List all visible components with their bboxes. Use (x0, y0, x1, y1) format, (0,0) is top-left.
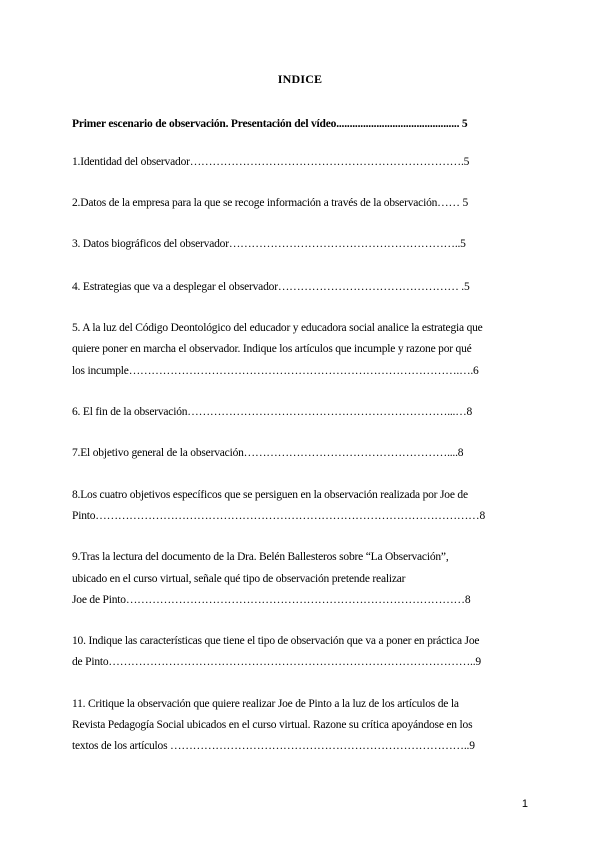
toc-entry-12-line-3: textos de los artículos ……………………………………………………………………..9 (72, 740, 475, 752)
toc-entry-11-line-2: de Pinto……………………………………………………………………………………..9 (72, 656, 481, 668)
toc-entry-9-line-2: Pinto…………………………………………………………………………………………8 (72, 510, 486, 522)
toc-entry-10-line-1: 9.Tras la lectura del documento de la Dra. Belén Ballesteros sobre “La Observación”, (72, 551, 449, 563)
toc-entry-12-line-1: 11. Critique la observación que quiere realizar Joe de Pinto a la luz de los artículos de la (72, 698, 459, 710)
toc-entry-4-line-1: 3. Datos biográficos del observador……………………………………………………..5 (72, 238, 466, 250)
toc-entry-11-line-1: 10. Indique las características que tiene el tipo de observación que va a poner en práctica Joe (72, 635, 480, 647)
toc-entry-2-line-1: 1.Identidad del observador……………………………………………………………….5 (72, 156, 470, 168)
toc-entry-8-line-1: 7.El objetivo general de la observación………………………………………………....8 (72, 447, 464, 459)
toc-entry-10-line-2: ubicado en el curso virtual, señale qué tipo de observación pretende realizar (72, 573, 406, 585)
toc-entry-7-line-1: 6. El fin de la observación……………………………………………………………...…8 (72, 406, 473, 418)
toc-entry-10-line-3: Joe de Pinto………………………………………………………………………………8 (72, 594, 471, 606)
toc-entry-5-line-1: 4. Estrategias que va a desplegar el observador………………………………………… .5 (72, 281, 470, 293)
toc-entry-12-line-2: Revista Pedagogía Social ubicados en el curso virtual. Razone su crítica apoyándose en los (72, 719, 473, 731)
page-number: 1 (521, 798, 528, 810)
toc-entry-6-line-1: 5. A la luz del Código Deontológico del educador y educadora social analice la estrategia que (72, 322, 483, 334)
toc-entry-9-line-1: 8.Los cuatro objetivos específicos que se persiguen en la observación realizada por Joe de (72, 489, 468, 501)
toc-entry-6-line-3: los incumple…………………………………………………………………………….….6 (72, 365, 479, 377)
toc-entry-6-line-2: quiere poner en marcha el observador. Indique los artículos que incumple y razone por qué (72, 343, 472, 355)
index-heading: INDICE (277, 72, 323, 86)
toc-entry-3-line-1: 2.Datos de la empresa para la que se recoge información a través de la observación…… 5 (72, 197, 468, 209)
toc-entry-1-line-1: Primer escenario de observación. Presentación del vídeo.............................................. 5 (72, 118, 468, 130)
